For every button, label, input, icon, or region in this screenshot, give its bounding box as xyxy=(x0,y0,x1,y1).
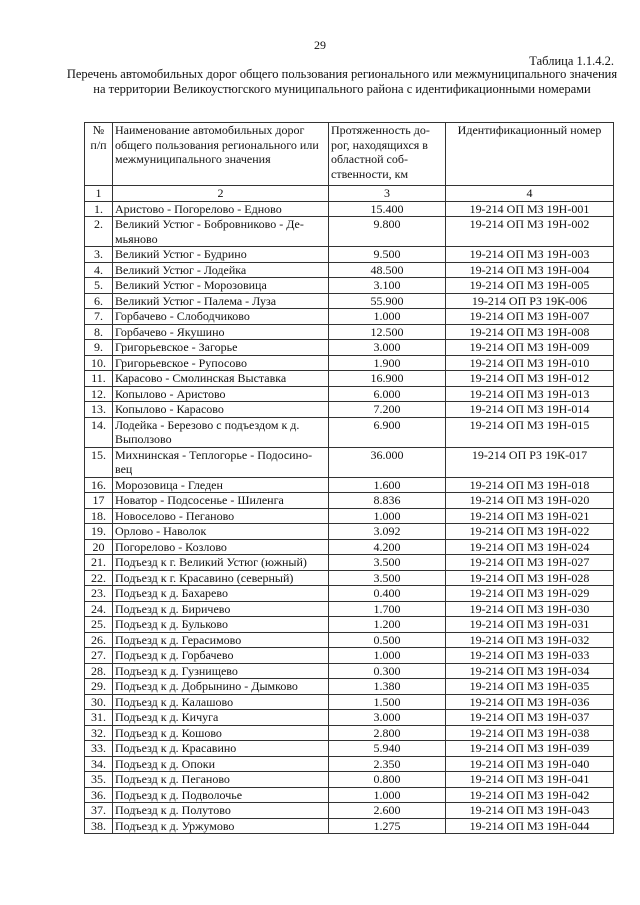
row-number: 18. xyxy=(85,508,113,524)
table-row xyxy=(85,694,614,710)
road-length: 12.500 xyxy=(329,324,446,340)
row-number: 16. xyxy=(85,477,113,493)
table-row xyxy=(85,309,614,325)
page-number: 29 xyxy=(314,38,326,52)
id-number: 19-214 ОП МЗ 19Н-003 xyxy=(446,247,614,263)
road-length: 1.900 xyxy=(329,355,446,371)
id-number: 19-214 ОП МЗ 19Н-008 xyxy=(446,324,614,340)
road-name: Копылово - Аристово xyxy=(113,386,329,402)
road-length: 1.000 xyxy=(329,309,446,325)
road-name: Подъезд к д. Бульково xyxy=(113,617,329,633)
table-row xyxy=(85,201,614,217)
row-number: 1. xyxy=(85,201,113,217)
table-row xyxy=(85,539,614,555)
road-length: 6.000 xyxy=(329,386,446,402)
road-name: Великий Устюг - Морозовица xyxy=(113,278,329,294)
id-number: 19-214 ОП МЗ 19Н-001 xyxy=(446,201,614,217)
road-name: Подъезд к д. Уржумово xyxy=(113,818,329,834)
road-name: Подъезд к д. Красавино xyxy=(113,741,329,757)
road-name: Подъезд к д. Добрынино - Дымково xyxy=(113,679,329,695)
row-number: 8. xyxy=(85,324,113,340)
row-number: 32. xyxy=(85,725,113,741)
road-length: 48.500 xyxy=(329,262,446,278)
table-row xyxy=(85,293,614,309)
row-number: 38. xyxy=(85,818,113,834)
column-number: 3 xyxy=(329,186,446,202)
table-row xyxy=(85,447,614,477)
road-length: 2.800 xyxy=(329,725,446,741)
road-name: Великий Устюг - Палема - Луза xyxy=(113,293,329,309)
id-number: 19-214 ОП МЗ 19Н-037 xyxy=(446,710,614,726)
id-number: 19-214 ОП МЗ 19Н-032 xyxy=(446,632,614,648)
row-number: 21. xyxy=(85,555,113,571)
id-number: 19-214 ОП МЗ 19Н-030 xyxy=(446,601,614,617)
road-length: 1.700 xyxy=(329,601,446,617)
id-number: 19-214 ОП МЗ 19Н-010 xyxy=(446,355,614,371)
row-number: 33. xyxy=(85,741,113,757)
row-number: 24. xyxy=(85,601,113,617)
road-name: Новатор - Подсосенье - Шиленга xyxy=(113,493,329,509)
id-number: 19-214 ОП МЗ 19Н-007 xyxy=(446,309,614,325)
row-number: 19. xyxy=(85,524,113,540)
road-length: 16.900 xyxy=(329,371,446,387)
id-number: 19-214 ОП МЗ 19Н-020 xyxy=(446,493,614,509)
road-length: 5.940 xyxy=(329,741,446,757)
row-number: 15. xyxy=(85,447,113,477)
road-name: Великий Устюг - Бобровниково - Де-мьяново xyxy=(113,217,329,247)
table-row xyxy=(85,818,614,834)
road-name: Подъезд к д. Герасимово xyxy=(113,632,329,648)
column-number: 1 xyxy=(85,186,113,202)
row-number: 28. xyxy=(85,663,113,679)
table-row xyxy=(85,417,614,447)
table-row xyxy=(85,632,614,648)
table-row xyxy=(85,324,614,340)
id-number: 19-214 ОП МЗ 19Н-029 xyxy=(446,586,614,602)
road-name: Горбачево - Слободчиково xyxy=(113,309,329,325)
road-name: Горбачево - Якушино xyxy=(113,324,329,340)
road-name: Подъезд к д. Горбачево xyxy=(113,648,329,664)
table-row xyxy=(85,787,614,803)
road-name: Подъезд к д. Бахарево xyxy=(113,586,329,602)
row-number: 9. xyxy=(85,340,113,356)
row-number: 31. xyxy=(85,710,113,726)
row-number: 35. xyxy=(85,772,113,788)
id-number: 19-214 ОП МЗ 19Н-035 xyxy=(446,679,614,695)
road-length: 0.400 xyxy=(329,586,446,602)
id-number: 19-214 ОП МЗ 19Н-027 xyxy=(446,555,614,571)
road-name: Михнинская - Теплогорье - Подосино-вец xyxy=(113,447,329,477)
road-name: Подъезд к д. Кичуга xyxy=(113,710,329,726)
road-length: 2.600 xyxy=(329,803,446,819)
road-length: 1.000 xyxy=(329,787,446,803)
road-length: 55.900 xyxy=(329,293,446,309)
id-number: 19-214 ОП МЗ 19Н-028 xyxy=(446,570,614,586)
row-number: 27. xyxy=(85,648,113,664)
road-length: 3.500 xyxy=(329,570,446,586)
road-name: Григорьевское - Загорье xyxy=(113,340,329,356)
table-row xyxy=(85,340,614,356)
table-row xyxy=(85,217,614,247)
row-number: 26. xyxy=(85,632,113,648)
id-number: 19-214 ОП МЗ 19Н-040 xyxy=(446,756,614,772)
row-number: 14. xyxy=(85,417,113,447)
table-row xyxy=(85,570,614,586)
id-number: 19-214 ОП МЗ 19Н-024 xyxy=(446,539,614,555)
table-row xyxy=(85,386,614,402)
table-row xyxy=(85,710,614,726)
id-number: 19-214 ОП МЗ 19Н-043 xyxy=(446,803,614,819)
table-row xyxy=(85,617,614,633)
document-title: Перечень автомобильных дорог общего пользования регионального или межмуниципального значения на территории Великоустюгского муниципального района с идентификационными номерами xyxy=(66,67,618,96)
row-number: 23. xyxy=(85,586,113,602)
id-number: 19-214 ОП МЗ 19Н-042 xyxy=(446,787,614,803)
road-name: Копылово - Карасово xyxy=(113,402,329,418)
road-name: Аристово - Погорелово - Едново xyxy=(113,201,329,217)
road-length: 9.500 xyxy=(329,247,446,263)
id-number: 19-214 ОП МЗ 19Н-022 xyxy=(446,524,614,540)
row-number: 30. xyxy=(85,694,113,710)
id-number: 19-214 ОП МЗ 19Н-031 xyxy=(446,617,614,633)
table-row xyxy=(85,663,614,679)
row-number: 5. xyxy=(85,278,113,294)
row-number: 13. xyxy=(85,402,113,418)
id-number: 19-214 ОП МЗ 19Н-041 xyxy=(446,772,614,788)
id-number: 19-214 ОП МЗ 19Н-012 xyxy=(446,371,614,387)
row-number: 6. xyxy=(85,293,113,309)
column-number: 2 xyxy=(113,186,329,202)
row-number: 17 xyxy=(85,493,113,509)
table-row xyxy=(85,371,614,387)
table-row xyxy=(85,278,614,294)
table-row xyxy=(85,586,614,602)
table-row xyxy=(85,508,614,524)
id-number: 19-214 ОП МЗ 19Н-021 xyxy=(446,508,614,524)
row-number: 12. xyxy=(85,386,113,402)
road-name: Григорьевское - Рупосово xyxy=(113,355,329,371)
id-number: 19-214 ОП МЗ 19Н-034 xyxy=(446,663,614,679)
road-length: 0.800 xyxy=(329,772,446,788)
road-name: Подъезд к д. Полутово xyxy=(113,803,329,819)
road-name: Погорелово - Козлово xyxy=(113,539,329,555)
id-number: 19-214 ОП МЗ 19Н-039 xyxy=(446,741,614,757)
id-number: 19-214 ОП МЗ 19Н-044 xyxy=(446,818,614,834)
road-length: 36.000 xyxy=(329,447,446,477)
roads-table xyxy=(84,122,614,834)
road-length: 1.000 xyxy=(329,648,446,664)
road-name: Подъезд к д. Калашово xyxy=(113,694,329,710)
road-name: Подъезд к д. Гузнищево xyxy=(113,663,329,679)
row-number: 3. xyxy=(85,247,113,263)
row-number: 4. xyxy=(85,262,113,278)
id-number: 19-214 ОП МЗ 19Н-038 xyxy=(446,725,614,741)
row-number: 7. xyxy=(85,309,113,325)
row-number: 34. xyxy=(85,756,113,772)
row-number: 36. xyxy=(85,787,113,803)
id-number: 19-214 ОП МЗ 19Н-036 xyxy=(446,694,614,710)
table-row xyxy=(85,725,614,741)
table-row xyxy=(85,803,614,819)
row-number: 22. xyxy=(85,570,113,586)
table-row xyxy=(85,477,614,493)
road-length: 3.500 xyxy=(329,555,446,571)
table-row xyxy=(85,601,614,617)
table-row xyxy=(85,555,614,571)
row-number: 25. xyxy=(85,617,113,633)
road-length: 3.100 xyxy=(329,278,446,294)
road-length: 3.000 xyxy=(329,710,446,726)
row-number: 29. xyxy=(85,679,113,695)
id-number: 19-214 ОП МЗ 19Н-002 xyxy=(446,217,614,247)
road-length: 1.275 xyxy=(329,818,446,834)
road-name: Новоселово - Пеганово xyxy=(113,508,329,524)
row-number: 37. xyxy=(85,803,113,819)
id-number: 19-214 ОП МЗ 19Н-015 xyxy=(446,417,614,447)
road-length: 2.350 xyxy=(329,756,446,772)
road-length: 1.000 xyxy=(329,508,446,524)
road-name: Карасово - Смолинская Выставка xyxy=(113,371,329,387)
road-name: Подъезд к д. Биричево xyxy=(113,601,329,617)
table-row xyxy=(85,772,614,788)
table-row xyxy=(85,247,614,263)
road-length: 6.900 xyxy=(329,417,446,447)
road-name: Подъезд к г. Великий Устюг (южный) xyxy=(113,555,329,571)
road-name: Подъезд к д. Кошово xyxy=(113,725,329,741)
road-name: Морозовица - Гледен xyxy=(113,477,329,493)
road-length: 0.500 xyxy=(329,632,446,648)
road-length: 15.400 xyxy=(329,201,446,217)
road-name: Подъезд к д. Опоки xyxy=(113,756,329,772)
road-length: 0.300 xyxy=(329,663,446,679)
header-id-number: Идентификационный номер xyxy=(446,123,614,186)
road-name: Великий Устюг - Будрино xyxy=(113,247,329,263)
table-row xyxy=(85,741,614,757)
column-numbers-row xyxy=(85,186,614,202)
table-row xyxy=(85,648,614,664)
table-header-row xyxy=(85,123,614,186)
id-number: 19-214 ОП МЗ 19Н-004 xyxy=(446,262,614,278)
row-number: 10. xyxy=(85,355,113,371)
road-length: 8.836 xyxy=(329,493,446,509)
id-number: 19-214 ОП РЗ 19К-017 xyxy=(446,447,614,477)
road-length: 7.200 xyxy=(329,402,446,418)
road-name: Великий Устюг - Лодейка xyxy=(113,262,329,278)
id-number: 19-214 ОП МЗ 19Н-014 xyxy=(446,402,614,418)
road-name: Лодейка - Березово с подъездом к д. Выползово xyxy=(113,417,329,447)
row-number: 2. xyxy=(85,217,113,247)
road-length: 3.092 xyxy=(329,524,446,540)
id-number: 19-214 ОП МЗ 19Н-018 xyxy=(446,477,614,493)
table-row xyxy=(85,524,614,540)
table-row xyxy=(85,262,614,278)
table-row xyxy=(85,679,614,695)
id-number: 19-214 ОП МЗ 19Н-033 xyxy=(446,648,614,664)
id-number: 19-214 ОП МЗ 19Н-013 xyxy=(446,386,614,402)
road-length: 4.200 xyxy=(329,539,446,555)
road-name: Подъезд к д. Пеганово xyxy=(113,772,329,788)
table-row xyxy=(85,402,614,418)
id-number: 19-214 ОП РЗ 19К-006 xyxy=(446,293,614,309)
road-name: Орлово - Наволок xyxy=(113,524,329,540)
road-name: Подъезд к д. Подволочье xyxy=(113,787,329,803)
table-label: Таблица 1.1.4.2. xyxy=(529,54,614,68)
table-row xyxy=(85,355,614,371)
header-length: Протяженность до-рог, находящихся в областной соб-ственности, км xyxy=(329,123,446,186)
header-number: № п/п xyxy=(85,123,113,186)
road-length: 1.500 xyxy=(329,694,446,710)
road-length: 1.380 xyxy=(329,679,446,695)
id-number: 19-214 ОП МЗ 19Н-005 xyxy=(446,278,614,294)
road-length: 1.600 xyxy=(329,477,446,493)
road-length: 3.000 xyxy=(329,340,446,356)
row-number: 20 xyxy=(85,539,113,555)
road-length: 9.800 xyxy=(329,217,446,247)
header-road-name: Наименование автомобильных дорог общего пользования регионального или межмуниципального значения xyxy=(113,123,329,186)
table-row xyxy=(85,756,614,772)
row-number: 11. xyxy=(85,371,113,387)
road-name: Подъезд к г. Красавино (северный) xyxy=(113,570,329,586)
table-row xyxy=(85,493,614,509)
road-length: 1.200 xyxy=(329,617,446,633)
id-number: 19-214 ОП МЗ 19Н-009 xyxy=(446,340,614,356)
column-number: 4 xyxy=(446,186,614,202)
